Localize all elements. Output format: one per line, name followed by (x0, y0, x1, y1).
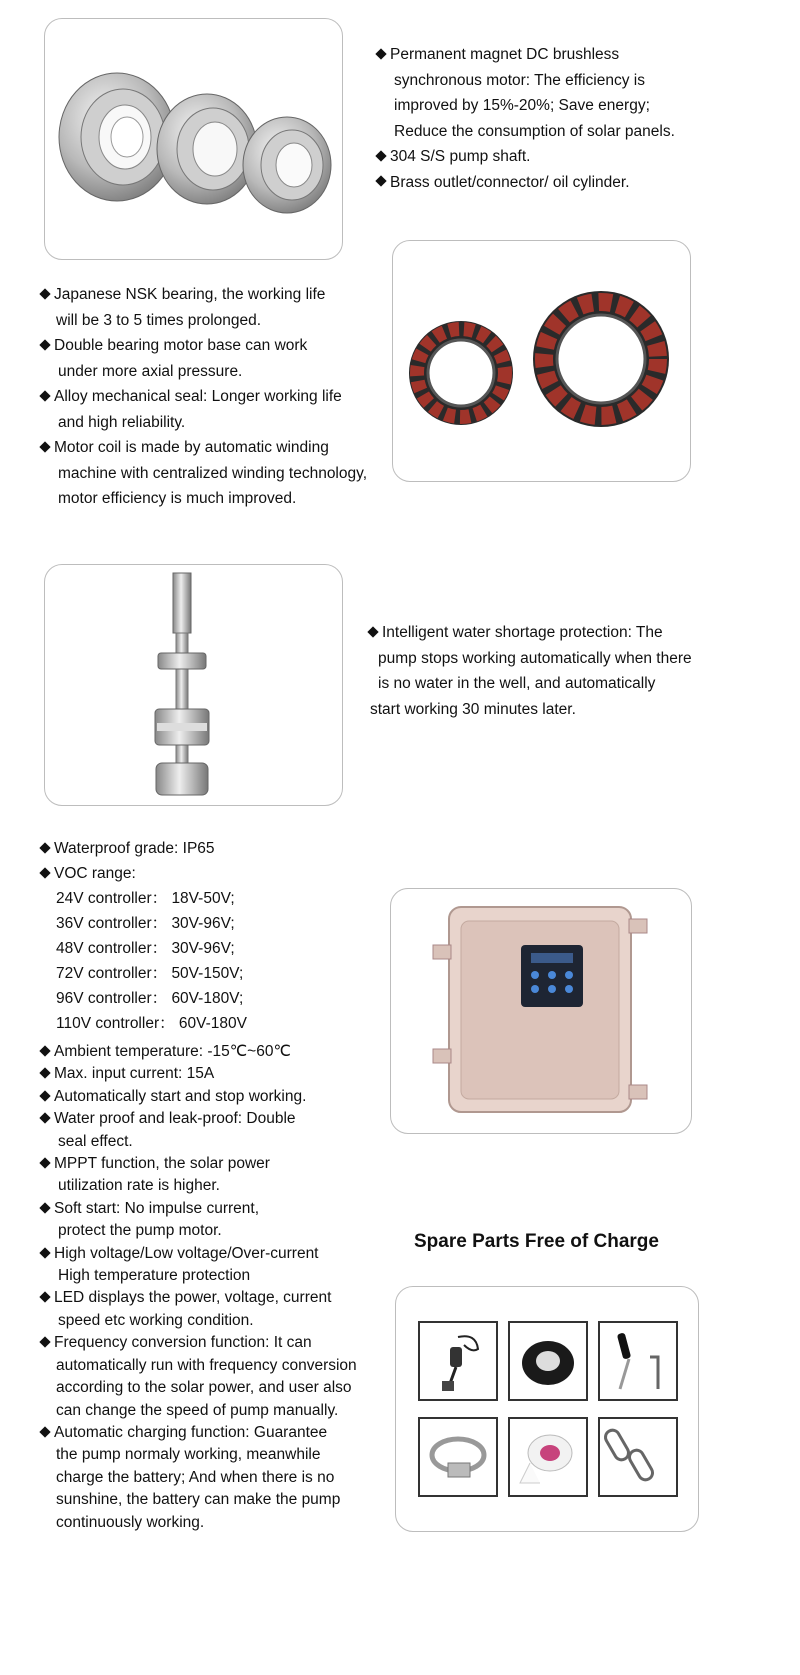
spec-line: automatically run with frequency conversion (56, 1356, 357, 1374)
diamond-bullet-icon (39, 1112, 50, 1123)
spec-line: 36V controller： 30V-96V; (56, 915, 235, 932)
diamond-bullet-icon (39, 1202, 50, 1213)
feature-line: Reduce the consumption of solar panels. (394, 122, 675, 140)
diamond-bullet-icon (39, 1090, 50, 1101)
spec-line: LED displays the power, voltage, current (40, 1287, 357, 1309)
diamond-bullet-icon (39, 339, 50, 350)
spec-line: Water proof and leak-proof: Double (40, 1108, 357, 1130)
diamond-bullet-icon (39, 842, 50, 853)
feature-line: Alloy mechanical seal: Longer working life (40, 384, 367, 410)
ptfe-tape-icon (508, 1417, 588, 1497)
section1-features (376, 42, 675, 195)
feature-line: will be 3 to 5 times prolonged. (56, 311, 262, 329)
feature-line: is no water in the well, and automatically (378, 675, 656, 692)
section3-features (368, 620, 692, 722)
spec-line: Max. input current: 15A (40, 1063, 357, 1085)
insulation-tape-icon (508, 1321, 588, 1401)
diamond-bullet-icon (375, 150, 386, 161)
spec-line: 48V controller： 30V-96V; (56, 940, 235, 957)
spec-line: 24V controller： 18V-50V; (56, 890, 235, 907)
spec-line: can change the speed of pump manually. (56, 1401, 339, 1419)
spec-line: Soft start: No impulse current, (40, 1198, 357, 1220)
spec-line: Automatically start and stop working. (40, 1086, 357, 1108)
diamond-bullet-icon (39, 1157, 50, 1168)
spec-line: the pump normaly working, meanwhile (56, 1446, 321, 1464)
spec-line: 72V controller： 50V-150V; (56, 965, 244, 982)
feature-line: under more axial pressure. (58, 362, 243, 380)
diamond-bullet-icon (39, 1426, 50, 1437)
feature-line: and high reliability. (58, 413, 186, 431)
feature-line: Japanese NSK bearing, the working life (40, 282, 367, 308)
float-switch-icon (418, 1321, 498, 1401)
feature-line: synchronous motor: The efficiency is (394, 71, 645, 89)
hose-clamp-icon (418, 1417, 498, 1497)
spec-line: High temperature protection (58, 1267, 251, 1285)
diamond-bullet-icon (39, 1292, 50, 1303)
diamond-bullet-icon (39, 1045, 50, 1056)
feature-line: machine with centralized winding technology, (58, 464, 368, 482)
diamond-bullet-icon (375, 48, 386, 59)
spare-parts-image (395, 1286, 699, 1532)
ball-bearings-image (44, 18, 343, 260)
spec-line: sunshine, the battery can make the pump (56, 1491, 341, 1509)
feature-line: Motor coil is made by automatic winding (40, 435, 367, 461)
diamond-bullet-icon (39, 390, 50, 401)
spec-line: MPPT function, the solar power (40, 1153, 357, 1175)
spec-line: according to the solar power, and user also (56, 1379, 352, 1397)
spec-line: continuously working. (56, 1513, 205, 1531)
spec-line: Frequency conversion function: It can (40, 1332, 357, 1354)
diamond-bullet-icon (39, 867, 50, 878)
spec-line: seal effect. (58, 1132, 133, 1150)
spec-line: 96V controller： 60V-180V; (56, 990, 244, 1007)
spec-line: VOC range: (40, 861, 247, 886)
screwdriver-and-allen-key-icon (598, 1321, 678, 1401)
feature-line: motor efficiency is much improved. (58, 490, 297, 507)
section2-features (40, 282, 367, 512)
feature-line: pump stops working automatically when there (378, 649, 692, 667)
spec-line: Ambient temperature: -15℃~60℃ (40, 1041, 357, 1063)
carabiner-hooks-icon (598, 1417, 678, 1497)
diamond-bullet-icon (39, 1068, 50, 1079)
spec-line: protect the pump motor. (58, 1222, 222, 1240)
feature-line: improved by 15%-20%; Save energy; (394, 97, 650, 114)
diamond-bullet-icon (39, 288, 50, 299)
controller-box-image (390, 888, 692, 1134)
feature-line: Brass outlet/connector/ oil cylinder. (376, 170, 675, 196)
feature-line: Intelligent water shortage protection: The (368, 620, 692, 646)
diamond-bullet-icon (39, 1247, 50, 1258)
pump-shaft-image (44, 564, 343, 806)
diamond-bullet-icon (367, 626, 378, 637)
diamond-bullet-icon (39, 1337, 50, 1348)
spec-line: 110V controller： 60V-180V (56, 1015, 247, 1032)
spec-line: charge the battery; And when there is no (56, 1468, 335, 1486)
diamond-bullet-icon (39, 441, 50, 452)
feature-line: start working 30 minutes later. (370, 700, 576, 718)
section4-features (40, 1041, 357, 1534)
spare-parts-title: Spare Parts Free of Charge (414, 1231, 659, 1252)
spec-line: High voltage/Low voltage/Over-current (40, 1243, 357, 1265)
spec-line: Automatic charging function: Guarantee (40, 1422, 357, 1444)
diamond-bullet-icon (375, 176, 386, 187)
motor-stator-coils-image (392, 240, 691, 482)
section4-specs (40, 836, 247, 1036)
feature-line: 304 S/S pump shaft. (376, 144, 675, 170)
feature-line: Permanent magnet DC brushless (376, 42, 675, 68)
feature-line: Double bearing motor base can work (40, 333, 367, 359)
spec-line: Waterproof grade: IP65 (40, 836, 247, 861)
spec-line: speed etc working condition. (58, 1311, 254, 1329)
spec-line: utilization rate is higher. (58, 1177, 220, 1195)
